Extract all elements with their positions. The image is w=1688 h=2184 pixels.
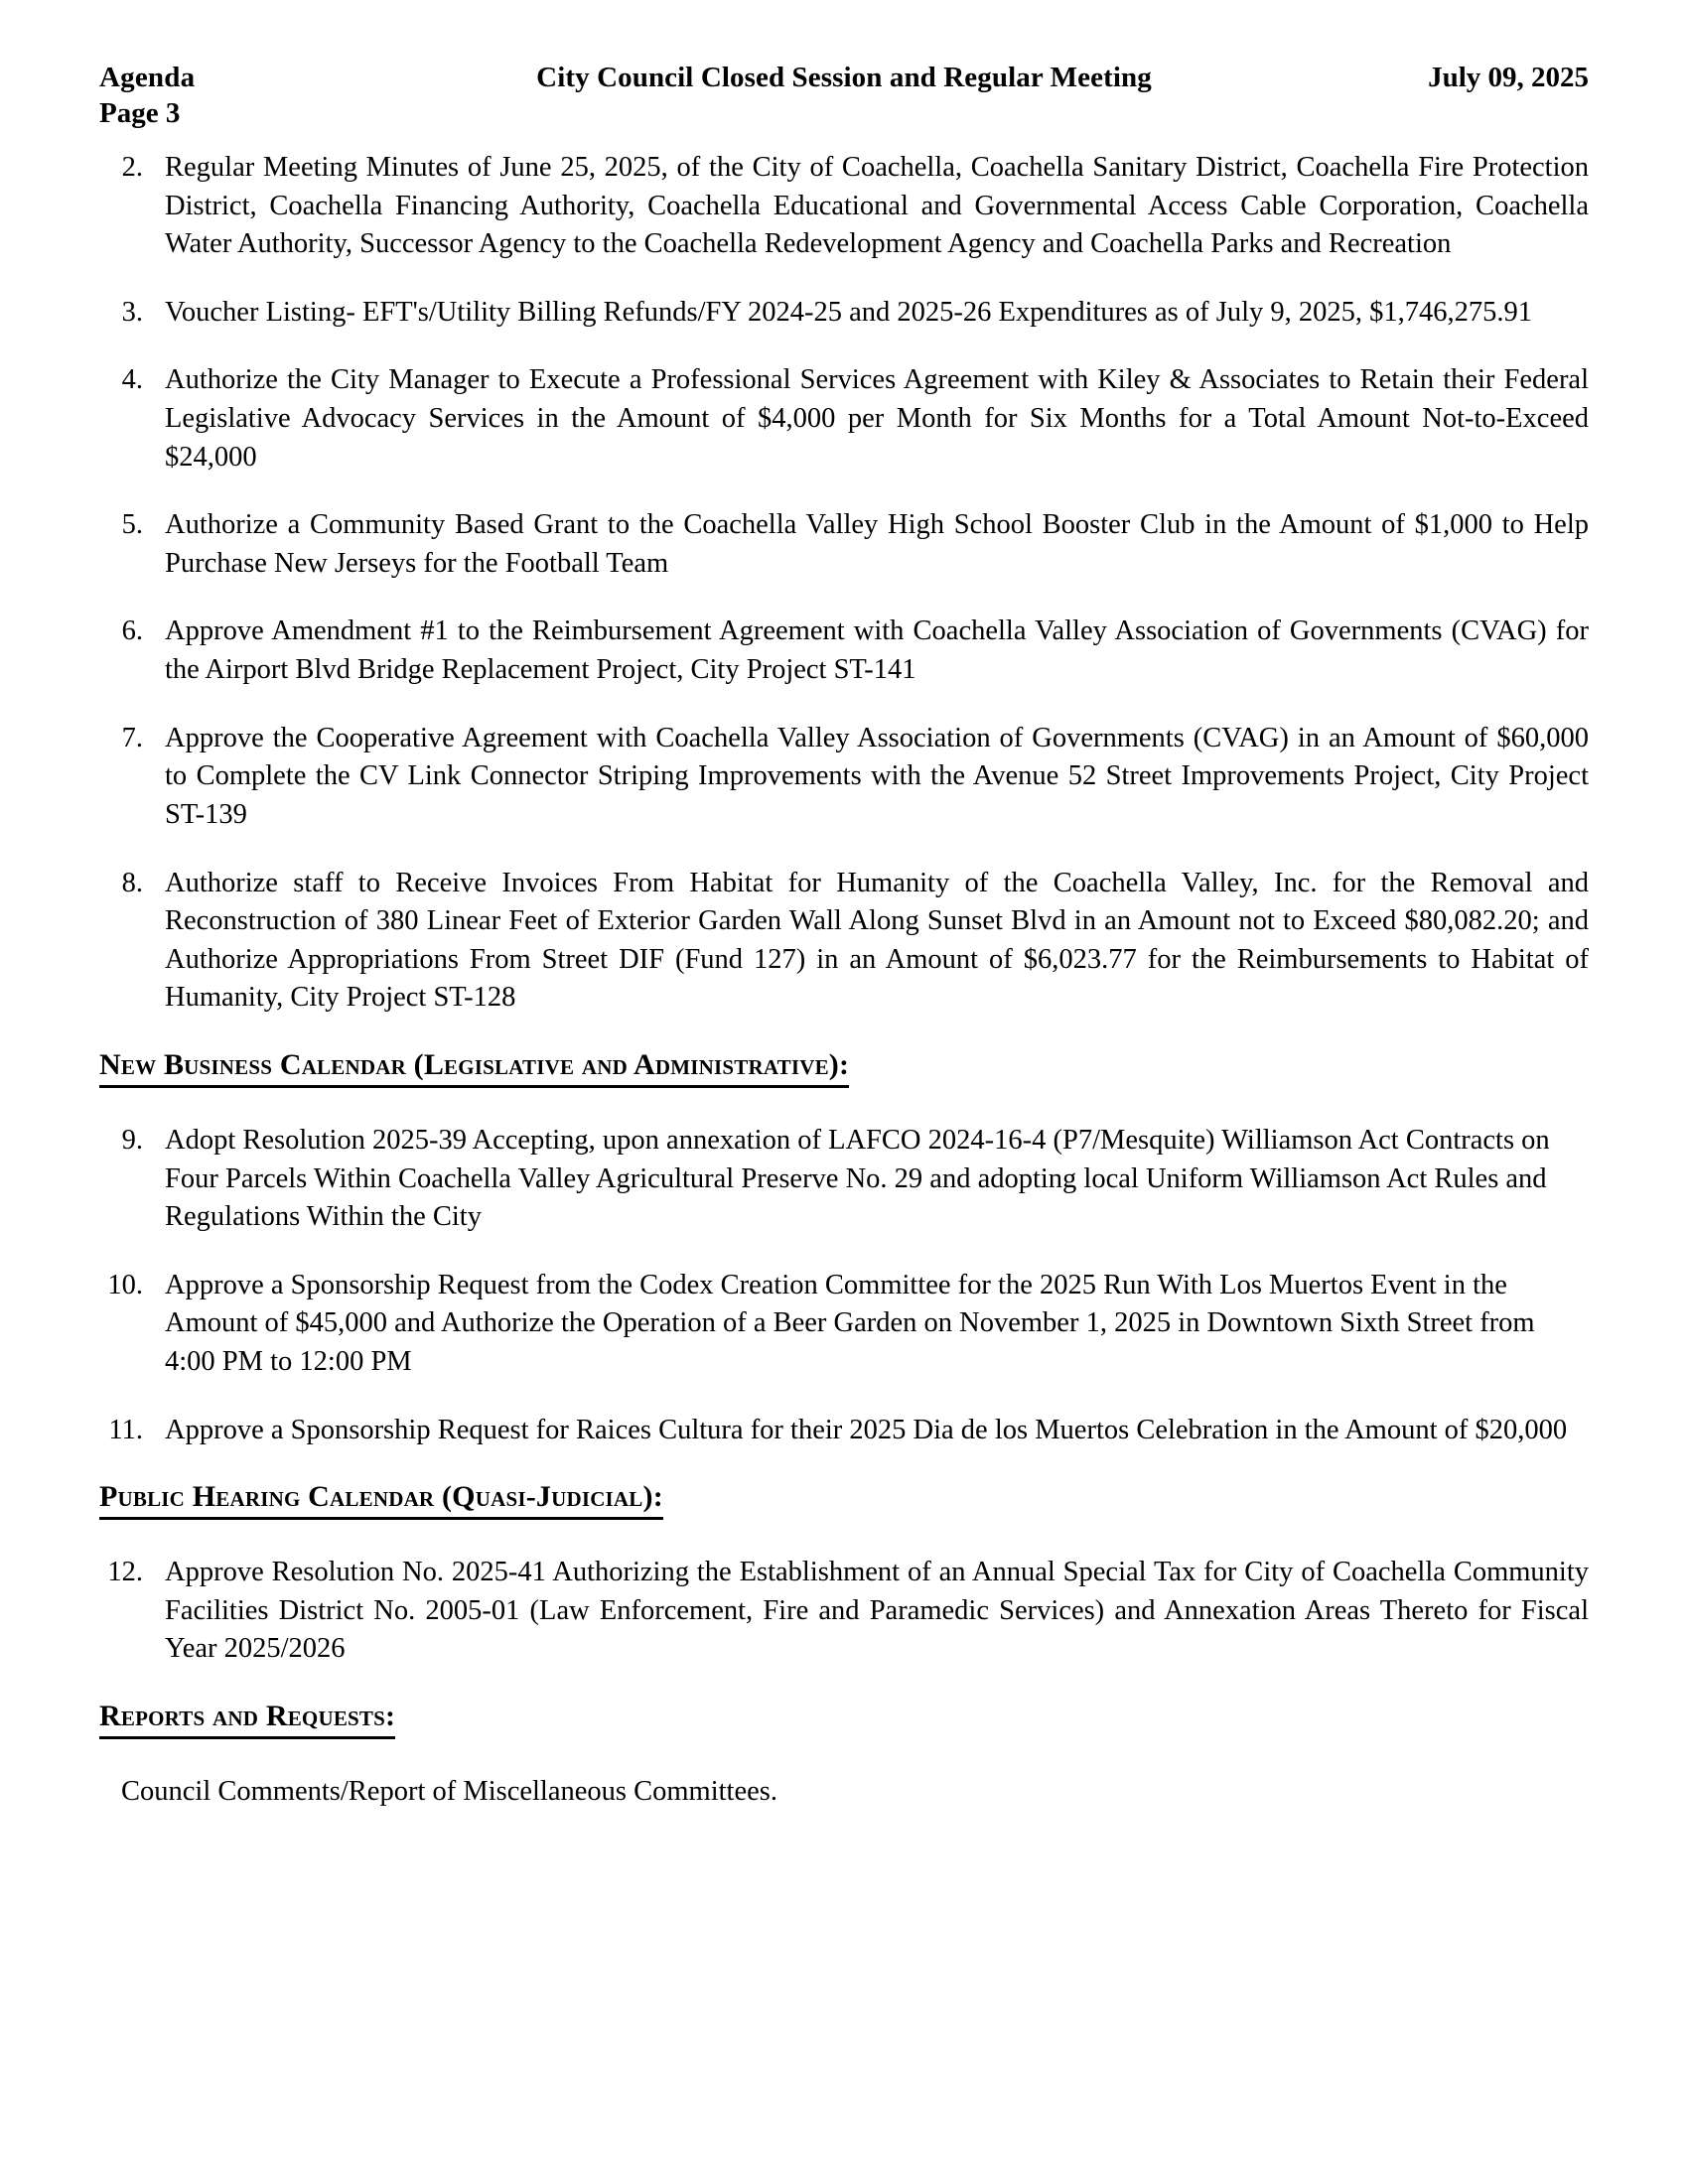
- item-number: 12.: [107, 1557, 143, 1588]
- header-meeting-title: City Council Closed Session and Regular Meeting: [536, 62, 1152, 93]
- new-business-calendar-heading: New Business Calendar (Legislative and Administrative):: [99, 1047, 849, 1088]
- agenda-list-item: [99, 1267, 1589, 1382]
- header-meeting-date: July 09, 2025: [1428, 62, 1589, 93]
- agenda-list-item: [99, 149, 1589, 264]
- item-number: 11.: [108, 1414, 143, 1445]
- item-number: 2.: [121, 152, 143, 183]
- public-hearing-calendar-heading: Public Hearing Calendar (Quasi-Judicial):: [99, 1479, 663, 1520]
- agenda-list-item: [99, 361, 1589, 477]
- agenda-list-item: [99, 720, 1589, 835]
- new-business-heading-wrap: [99, 1047, 1589, 1088]
- item-number: 3.: [121, 296, 143, 328]
- item-text: Approve Amendment #1 to the Reimbursement Agreement with Coachella Valley Association of Governments (CVAG) for the Airport Blvd Bridge Replacement Project, City Project ST-141: [165, 615, 1589, 686]
- reports-and-requests-heading: Reports and Requests:: [99, 1699, 395, 1739]
- item-number: 8.: [121, 867, 143, 898]
- item-text: Approve the Cooperative Agreement with Coachella Valley Association of Governments (CVAG) in an Amount of $60,000 to Complete the CV Link Connector Striping Improvements with the Avenue 52 Street Improvements Project, City Project ST-139: [165, 722, 1589, 830]
- agenda-body: [99, 149, 1589, 1840]
- item-text: Approve Resolution No. 2025-41 Authorizing the Establishment of an Annual Special Tax for City of Coachella Community Facilities District No. 2005-01 (Law Enforcement, Fire and Paramedic Services) and Annexation Areas Thereto for Fiscal Year 2025/2026: [165, 1557, 1589, 1665]
- agenda-list-item: [99, 865, 1589, 1018]
- public-hearing-heading-wrap: [99, 1479, 1589, 1520]
- item-number: 9.: [121, 1124, 143, 1156]
- item-number: 4.: [121, 364, 143, 396]
- agenda-list-item: [99, 294, 1589, 333]
- agenda-list-item: [99, 1122, 1589, 1237]
- item-number: 10.: [107, 1269, 143, 1300]
- item-text: Approve a Sponsorship Request for Raices Cultura for their 2025 Dia de los Muertos Celebration in the Amount of $20,000: [165, 1414, 1568, 1445]
- header-page-number: Page 3: [99, 97, 181, 129]
- agenda-list-item: [99, 506, 1589, 583]
- agenda-list-item: [99, 1412, 1589, 1450]
- agenda-list-item: [99, 1554, 1589, 1669]
- header-document-type: Agenda: [99, 62, 196, 93]
- item-number: 7.: [121, 722, 143, 753]
- council-comments-paragraph: Council Comments/Report of Miscellaneous Committees.: [121, 1776, 777, 1808]
- header-row: [99, 62, 1589, 95]
- reports-heading-wrap: [99, 1699, 1589, 1739]
- item-text: Adopt Resolution 2025-39 Accepting, upon annexation of LAFCO 2024-16-4 (P7/Mesquite) Williamson Act Contracts on Four Parcels Within Coachella Valley Agricultural Preserve No. 29 and adopting local Uniform Williamson Act Rules and Regulations Within the City: [165, 1124, 1550, 1233]
- item-number: 5.: [121, 509, 143, 541]
- item-text: Approve a Sponsorship Request from the Codex Creation Committee for the 2025 Run With Los Muertos Event in the Amount of $45,000 and Authorize the Operation of a Beer Garden on November 1, 2025 in Downtown Sixth Street from 4:00 PM to 12:00 PM: [165, 1269, 1535, 1378]
- agenda-list-item: [99, 613, 1589, 689]
- item-text: Voucher Listing- EFT's/Utility Billing Refunds/FY 2024-25 and 2025-26 Expenditures as of July 9, 2025, $1,746,275.91: [165, 296, 1533, 328]
- item-text: Authorize a Community Based Grant to the Coachella Valley High School Booster Club in the Amount of $1,000 to Help Purchase New Jerseys for the Football Team: [165, 509, 1589, 579]
- item-text: Regular Meeting Minutes of June 25, 2025, of the City of Coachella, Coachella Sanitary District, Coachella Fire Protection District, Coachella Financing Authority, Coachella Educational and Governmental Access Cable Corporation, Coachella Water Authority, Successor Agency to the Coachella Redevelopment Agency and Coachella Parks and Recreation: [165, 152, 1589, 260]
- item-number: 6.: [121, 615, 143, 647]
- page-header: [99, 62, 1589, 141]
- item-text: Authorize staff to Receive Invoices From Habitat for Humanity of the Coachella Valley, Inc. for the Removal and Reconstruction of 380 Linear Feet of Exterior Garden Wall Along Sunset Blvd in an Amount not to Exceed $80,082.20; and Authorize Appropriations From Street DIF (Fund 127) in an Amount of $6,023.77 for the Reimbursements to Habitat of Humanity, City Project ST-128: [165, 867, 1589, 1014]
- item-text: Authorize the City Manager to Execute a Professional Services Agreement with Kiley & Associates to Retain their Federal Legislative Advocacy Services in the Amount of $4,000 per Month for Six Months for a Total Amount Not-to-Exceed $24,000: [165, 364, 1589, 473]
